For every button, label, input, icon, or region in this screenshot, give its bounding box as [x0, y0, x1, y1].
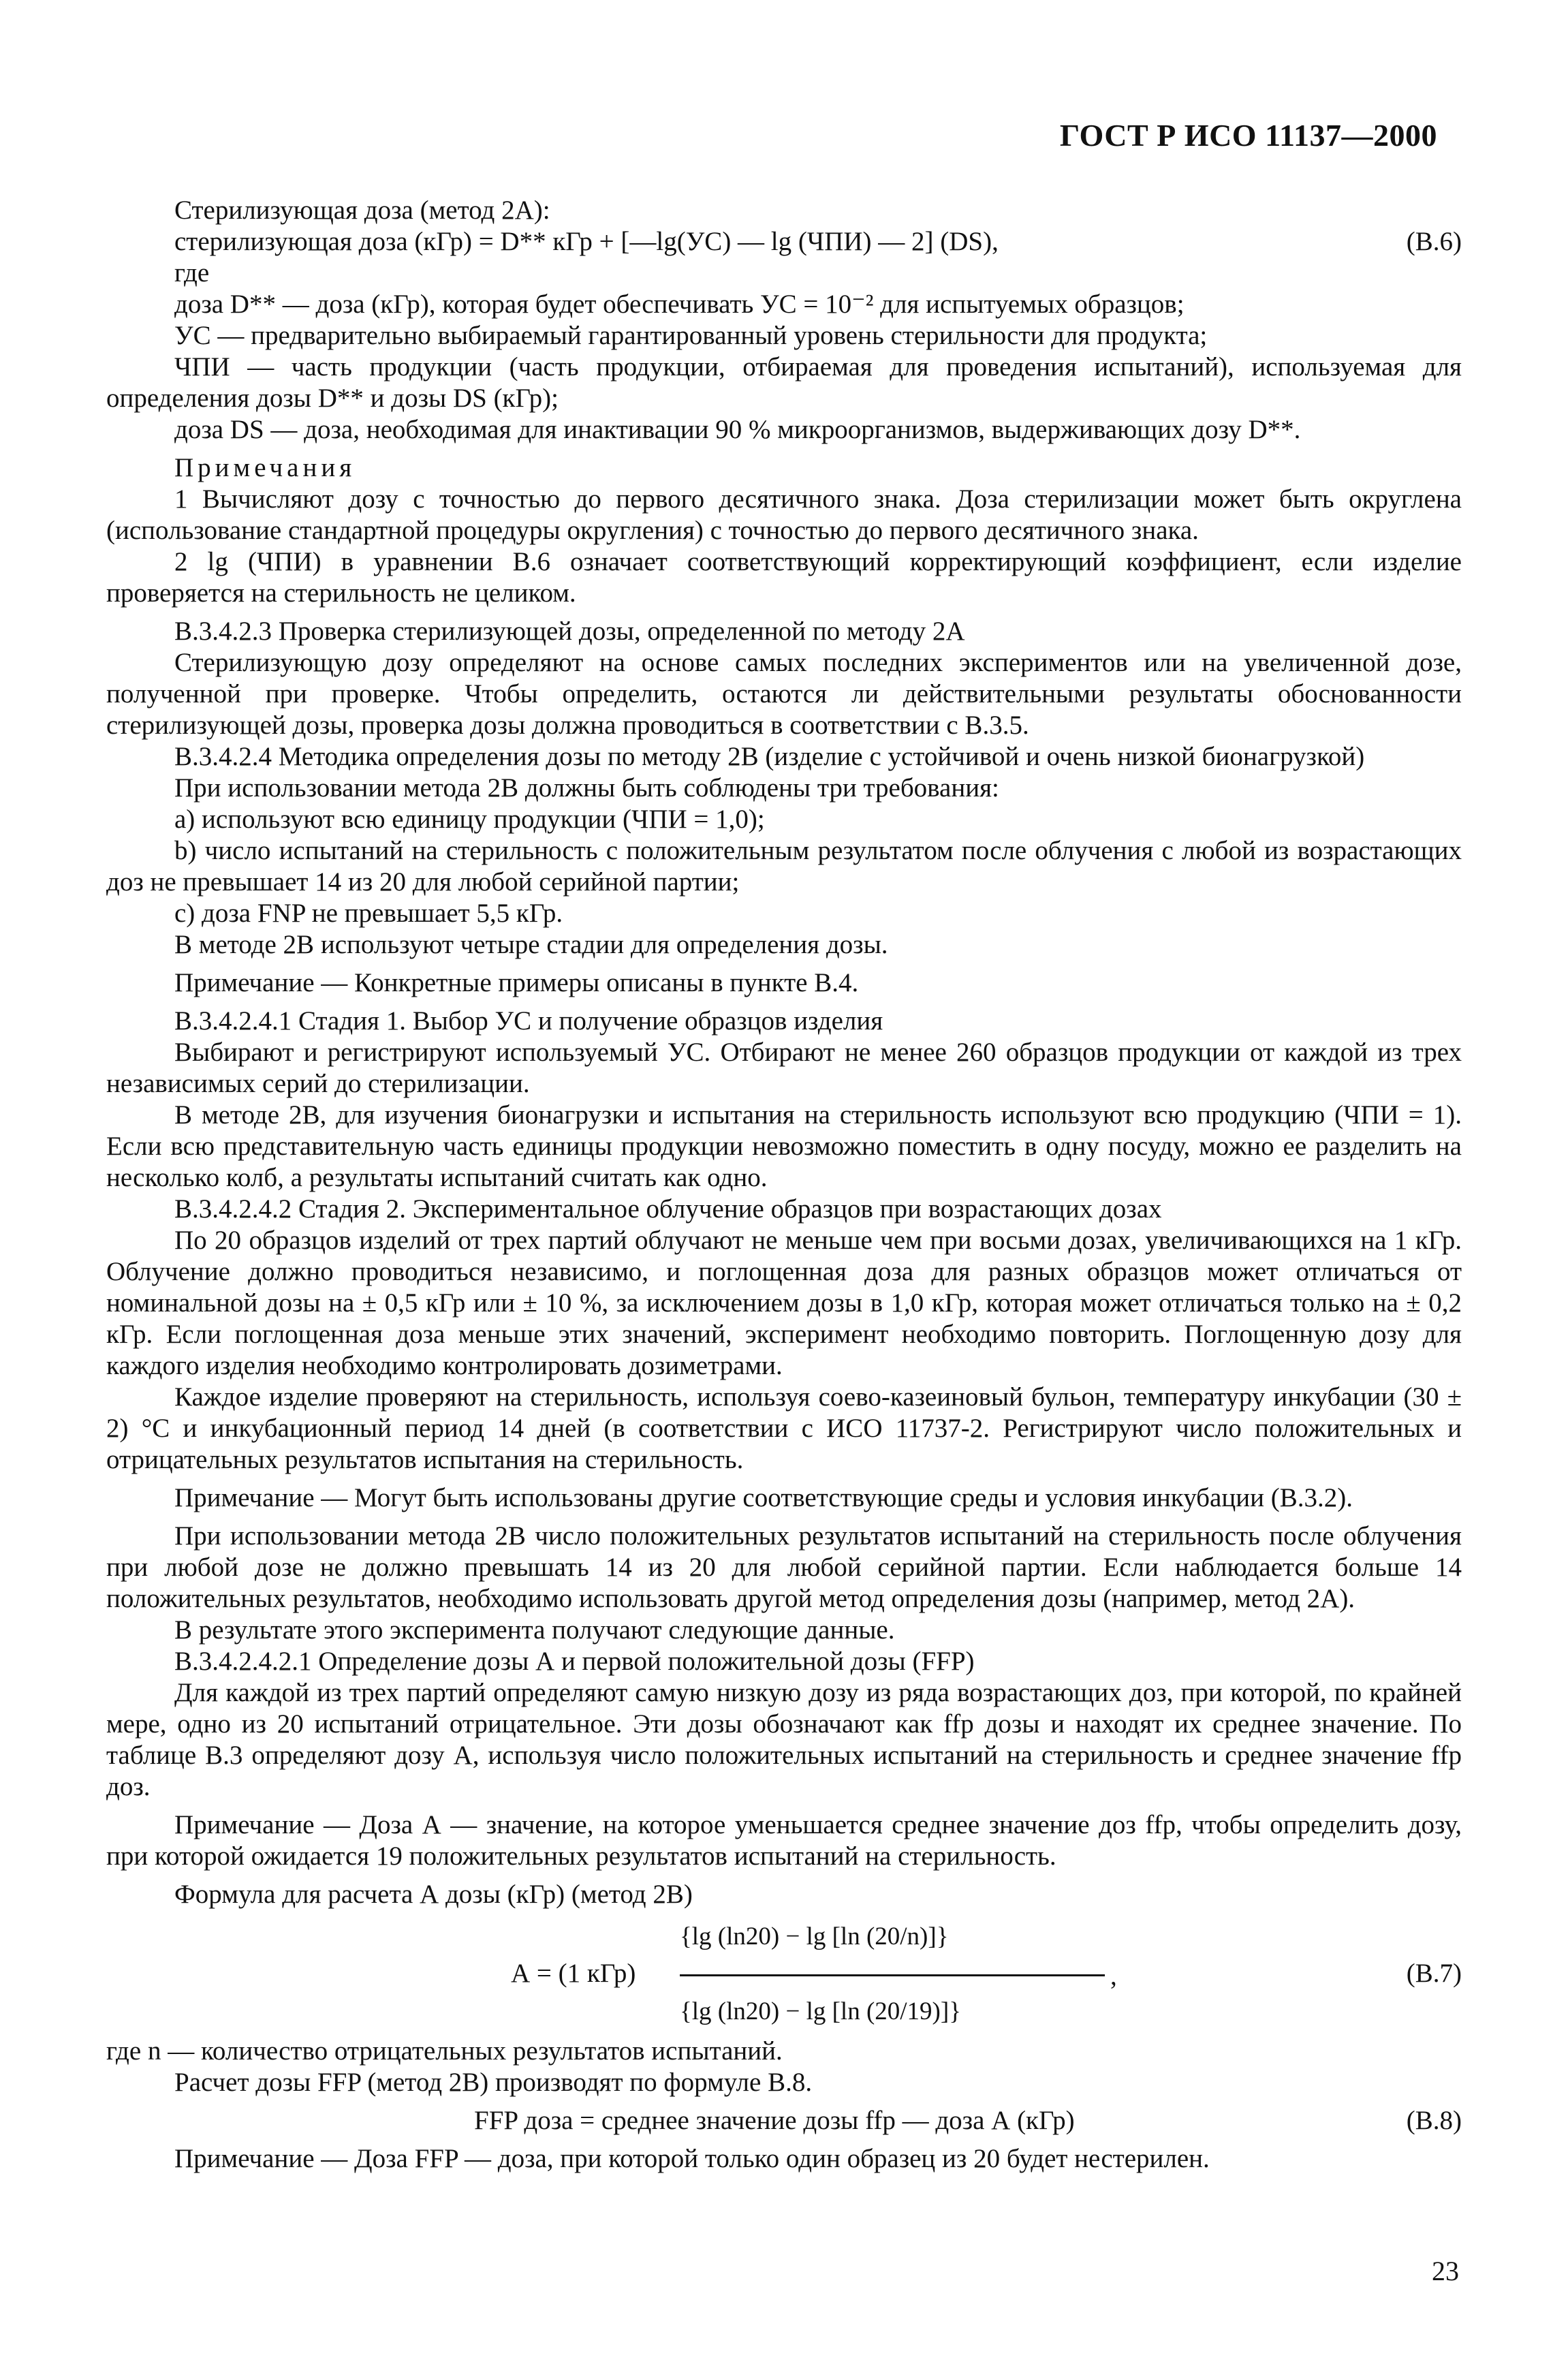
fraction-numerator: {lg (ln20) − lg [ln (20/n)]}	[680, 1923, 949, 1950]
equation-lhs: А = (1 кГр)	[511, 1959, 636, 1988]
notes-heading: Примечания	[174, 453, 356, 482]
definition: УС — предварительно выбираемый гарантированный уровень стерильности для продукта;	[174, 321, 1208, 350]
paragraph: В результате этого эксперимента получают следующие данные.	[174, 1615, 895, 1645]
paragraph: Стерилизующую дозу определяют на основе самых последних экспериментов или на увеличенной дозе, полученной при проверке. Чтобы определить, остаются ли действительными результаты обоснованности стерилизующей дозы, проверка дозы должна проводиться в соответствии с В.3.5.	[106, 648, 1462, 740]
document-body	[106, 195, 1462, 2175]
paragraph: Расчет дозы FFP (метод 2В) производят по формуле В.8.	[174, 2068, 813, 2097]
section-heading: В.3.4.2.3 Проверка стерилизующей дозы, определенной по методу 2А	[174, 617, 965, 646]
note: Примечание — Доза FFP — доза, при которой только один образец из 20 будет нестерилен.	[174, 2144, 1210, 2173]
paragraph: В методе 2В используют четыре стадии для определения дозы.	[174, 930, 888, 959]
paragraph: Формула для расчета А дозы (кГр) (метод 2В)	[174, 1880, 693, 1909]
equation-b8	[106, 2105, 1462, 2136]
note: 1 Вычисляют дозу с точностью до первого десятичного знака. Доза стерилизации может быть округлена (использование стандартной процедуры округления) с точностью до первого десятичного знака.	[106, 484, 1462, 545]
list-item: с) доза FNP не превышает 5,5 кГр.	[174, 899, 563, 928]
equation-b7	[106, 1916, 1462, 2036]
fraction-bar	[680, 1974, 1105, 1976]
paragraph: При использовании метода 2В число положительных результатов испытаний на стерильность после облучения при любой дозе не должно превышать 14 из 20 для любой серийной партии. Если наблюдается больше 14 положительных результатов, необходимо использовать другой метод определения дозы (например, метод 2А).	[106, 1521, 1462, 1613]
definition: доза D** — доза (кГр), которая будет обеспечивать УС = 10⁻² для испытуемых образцов;	[174, 290, 1185, 319]
note: Примечание — Конкретные примеры описаны в пункте В.4.	[174, 968, 859, 997]
equation-number: (В.7)	[1406, 1959, 1462, 1988]
list-item: b) число испытаний на стерильность с положительным результатом после облучения с любой из возрастающих доз не превышает 14 из 20 для любой серийной партии;	[106, 836, 1462, 897]
note: Примечание — Могут быть использованы другие соответствующие среды и условия инкубации (В.3.2).	[174, 1483, 1353, 1512]
equation-text: FFP доза = среднее значение дозы ffp — доза А (кГр)	[474, 2106, 1075, 2135]
section-heading: В.3.4.2.4.1 Стадия 1. Выбор УС и получение образцов изделия	[174, 1006, 883, 1036]
list-item: а) используют всю единицу продукции (ЧПИ = 1,0);	[174, 805, 765, 834]
section-heading: В.3.4.2.4.2.1 Определение дозы А и первой положительной дозы (FFP)	[174, 1647, 975, 1676]
equation-b6	[106, 226, 1462, 258]
section-heading: В.3.4.2.4.2 Стадия 2. Экспериментальное облучение образцов при возрастающих дозах	[174, 1194, 1162, 1224]
paragraph: где n — количество отрицательных результатов испытаний.	[106, 2036, 783, 2066]
paragraph: где	[174, 258, 210, 287]
paragraph: Для каждой из трех партий определяют самую низкую дозу из ряда возрастающих доз, при которой, по крайней мере, одно из 20 испытаний отрицательное. Эти дозы обозначают как ffp дозы и находят их среднее значение. По таблице В.3 определяют дозу А, используя число положительных испытаний на стерильность и среднее значение ffp доз.	[106, 1678, 1462, 1801]
note: 2 lg (ЧПИ) в уравнении В.6 означает соответствующий корректирующий коэффициент, если изделие проверяется на стерильность не целиком.	[106, 547, 1462, 608]
page-number: 23	[1432, 2256, 1459, 2286]
document-header: ГОСТ Р ИСО 11137—2000	[1059, 118, 1437, 153]
equation-text: стерилизующая доза (кГр) = D** кГр + [—lg(УС) — lg (ЧПИ) — 2] (DS),	[174, 227, 999, 256]
equation-number: (В.8)	[1406, 2106, 1462, 2135]
paragraph: При использовании метода 2В должны быть соблюдены три требования:	[174, 773, 999, 803]
paragraph: По 20 образцов изделий от трех партий облучают не меньше чем при восьми дозах, увеличивающихся на 1 кГр. Облучение должно проводиться независимо, и поглощенная доза для разных образцов может отличаться от номинальной дозы на ± 0,5 кГр или ± 10 %, за исключением дозы в 1,0 кГр, которая может отличаться только на ± 0,2 кГр. Если поглощенная доза меньше этих значений, эксперимент необходимо повторить. Поглощенную дозу для каждого изделия необходимо контролировать дозиметрами.	[106, 1226, 1462, 1380]
definition: доза DS — доза, необходимая для инактивации 90 % микроорганизмов, выдерживающих дозу D**.	[174, 415, 1301, 444]
equation-number: (В.6)	[1406, 227, 1462, 256]
fraction-denominator: {lg (ln20) − lg [ln (20/19)]}	[680, 1997, 961, 2025]
definition: ЧПИ — часть продукции (часть продукции, отбираемая для проведения испытаний), используемая для определения дозы D** и дозы DS (кГр);	[106, 352, 1462, 413]
paragraph: Стерилизующая доза (метод 2А):	[174, 196, 550, 225]
paragraph: Выбирают и регистрируют используемый УС. Отбирают не менее 260 образцов продукции от каждой из трех независимых серий до стерилизации.	[106, 1038, 1462, 1098]
note: Примечание — Доза А — значение, на которое уменьшается среднее значение доз ffp, чтобы определить дозу, при которой ожидается 19 положительных результатов испытаний на стерильность.	[106, 1810, 1462, 1871]
equation-comma: ,	[1110, 1961, 1117, 1991]
paragraph: В методе 2В, для изучения бионагрузки и испытания на стерильность используют всю продукцию (ЧПИ = 1). Если всю представительную часть единицы продукции невозможно поместить в одну посуду, можно ее разделить на несколько колб, а результаты испытаний считать как одно.	[106, 1100, 1462, 1192]
paragraph: Каждое изделие проверяют на стерильность, используя соево-казеиновый бульон, температуру инкубации (30 ± 2) °С и инкубационный период 14 дней (в соответствии с ИСО 11737-2. Регистрируют число положительных и отрицательных результатов испытания на стерильность.	[106, 1382, 1462, 1474]
section-heading: В.3.4.2.4 Методика определения дозы по методу 2В (изделие с устойчивой и очень низкой бионагрузкой)	[174, 742, 1365, 771]
